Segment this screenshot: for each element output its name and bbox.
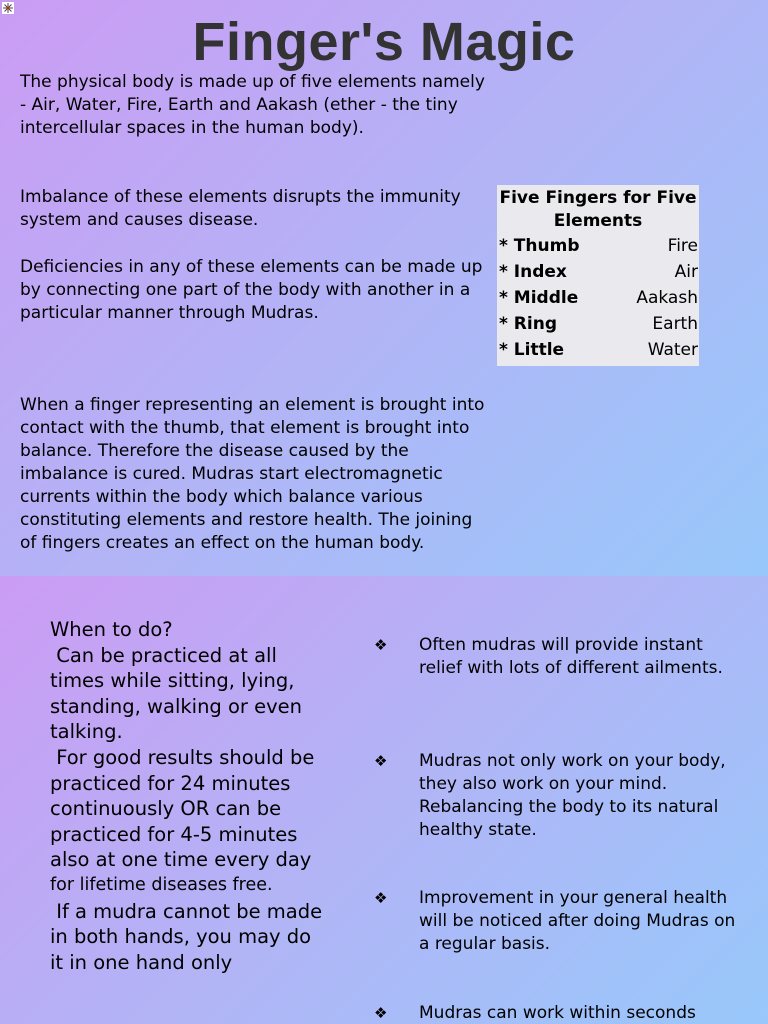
finger-name: * Middle <box>499 288 579 308</box>
finger-name: * Ring <box>499 314 557 334</box>
finger-name: * Little <box>499 340 565 360</box>
text-line: in both hands, you may do <box>50 925 312 949</box>
table-row <box>497 311 699 337</box>
diamond-bullet-icon: ❖ <box>374 889 388 907</box>
table-row <box>497 285 699 311</box>
element-name: Earth <box>652 314 698 334</box>
text-line: for lifetime diseases free. <box>50 874 273 895</box>
element-name: Air <box>674 262 698 282</box>
page-title: Finger's Magic <box>192 12 576 72</box>
paragraph-finger-contact: When a finger representing an element is brought into contact with the thumb, that element is brought into balance. Therefore the disease caused by the imbalance is cured. Mudras start electromagnetic currents within the body which balance various constituting elements and restore health. The joining of fingers creates an effect on the human body. <box>20 395 485 553</box>
text-line: it in one hand only <box>50 950 233 974</box>
diamond-bullet-icon: ❖ <box>374 1004 388 1022</box>
element-name: Fire <box>667 236 698 256</box>
list-item-text: Often mudras will provide instant relief with lots of different ailments. <box>419 635 723 678</box>
paragraph-imbalance: Imbalance of these elements disrupts the immunity system and causes disease. <box>20 187 461 230</box>
text-line: standing, walking or even <box>50 694 303 718</box>
slide-two <box>0 576 768 1024</box>
diamond-bullet-icon: ❖ <box>374 752 388 770</box>
text-line: times while sitting, lying, <box>50 669 295 693</box>
five-elements-table <box>497 185 699 366</box>
list-item-text: Improvement in your general health will be noticed after doing Mudras on a regular basis. <box>419 888 736 954</box>
finger-name: * Thumb <box>499 236 580 256</box>
text-line: For good results should be <box>50 745 315 769</box>
when-to-do-block <box>50 617 350 975</box>
text-line: practiced for 24 minutes <box>50 771 291 795</box>
element-name: Water <box>647 340 698 360</box>
list-item-text: Mudras not only work on your body, they also work on your mind. Rebalancing the body to its natural healthy state. <box>419 751 726 840</box>
element-name: Aakash <box>636 288 698 308</box>
table-row <box>497 259 699 285</box>
table-row <box>497 337 699 363</box>
finger-name: * Index <box>499 262 567 282</box>
paragraph-elements: The physical body is made up of five elements namely - Air, Water, Fire, Earth and Aakash (ether - the tiny intercellular spaces in the human body). <box>20 72 485 138</box>
text-line: practiced for 4-5 minutes <box>50 822 298 846</box>
paragraph-deficiencies: Deficiencies in any of these elements can be made up by connecting one part of the body with another in a particular manner through Mudras. <box>20 257 483 323</box>
text-line: Can be practiced at all <box>50 643 277 667</box>
table-title: Five Fingers for Five Elements <box>499 188 697 231</box>
table-row <box>497 233 699 259</box>
text-line: talking. <box>50 720 123 744</box>
text-line: If a mudra cannot be made <box>50 899 323 923</box>
diamond-bullet-icon: ❖ <box>374 636 388 654</box>
list-item-text: Mudras can work within seconds <box>419 1003 696 1023</box>
text-line: also at one time every day <box>50 848 312 872</box>
text-line: continuously OR can be <box>50 797 282 821</box>
text-line: When to do? <box>50 618 173 641</box>
